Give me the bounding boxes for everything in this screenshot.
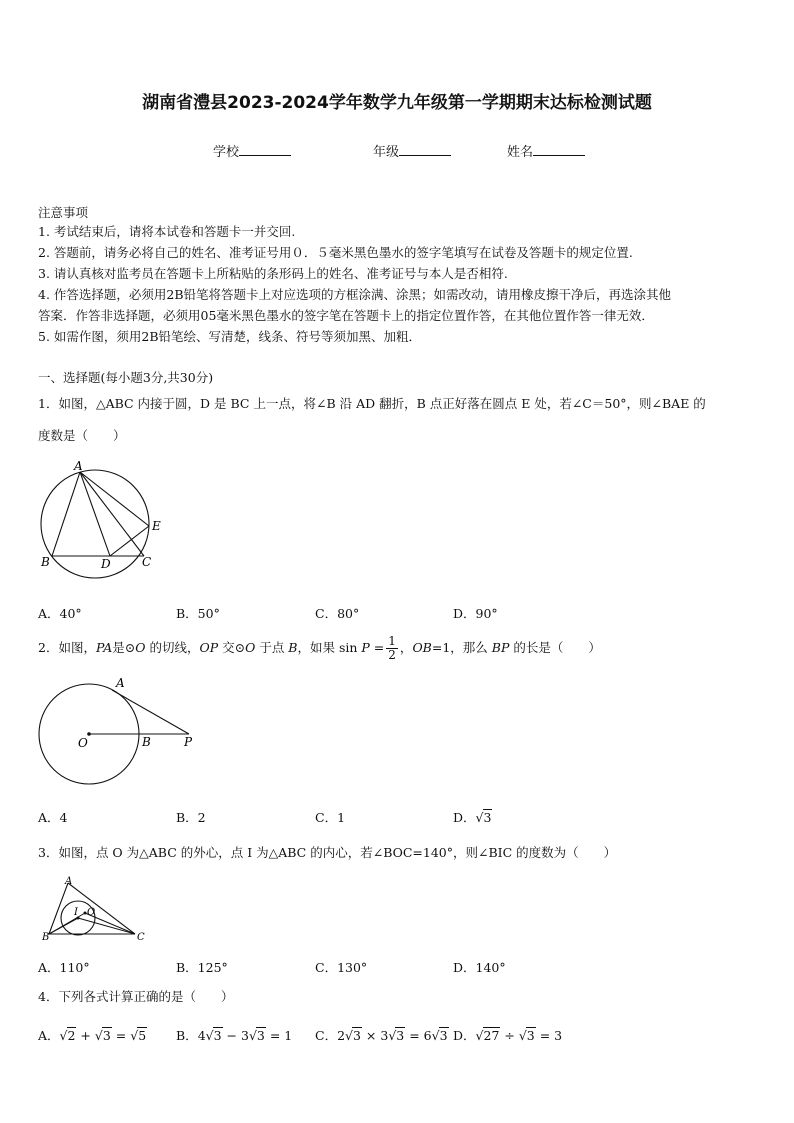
sqrt-symbol: √ bbox=[205, 1028, 214, 1043]
label-O: O bbox=[87, 907, 96, 918]
sqrt-symbol: √ bbox=[475, 1028, 484, 1043]
label-E: E bbox=[152, 519, 161, 533]
radicand: 3 bbox=[256, 1028, 265, 1043]
q4-option-a[interactable] bbox=[38, 1026, 147, 1044]
name-label: 姓名 bbox=[507, 145, 534, 160]
q2-text-part: ， bbox=[399, 640, 413, 655]
question-1-text: 1．如图，△ABC 内接于圆，D 是 BC 上一点，将∠B 沿 AD 翻折，B 点正好落在圆点 E 处，若∠C＝50°，则∠BAE 的 bbox=[38, 396, 706, 411]
grade-field bbox=[373, 141, 451, 160]
sqrt-symbol: √ bbox=[431, 1028, 440, 1043]
sqrt-symbol: √ bbox=[518, 1028, 527, 1043]
radicand: 3 bbox=[353, 1028, 361, 1043]
radicand: 3 bbox=[396, 1028, 405, 1043]
question-3-text: 3．如图，点 O 为△ABC 的外心，点 I 为△ABC 的内心，若∠BOC=140°，则∠BIC 的度数为（ ） bbox=[38, 845, 617, 860]
fraction-denominator: 2 bbox=[388, 648, 396, 662]
operator: × 3 bbox=[361, 1028, 389, 1043]
q2-option-c[interactable]: C．1 bbox=[315, 810, 346, 825]
option-label: C． bbox=[315, 1028, 338, 1043]
question-2-text bbox=[38, 631, 601, 665]
sqrt-symbol: √ bbox=[130, 1028, 139, 1043]
notice-heading: 注意事项 bbox=[38, 205, 89, 220]
sqrt-symbol: √ bbox=[59, 1028, 68, 1043]
operator: = 3 bbox=[535, 1028, 563, 1043]
exam-title: 湖南省澧县2023-2024学年数学九年级第一学期期末达标检测试题 bbox=[142, 93, 652, 113]
option-label: A． bbox=[38, 1028, 60, 1043]
school-label: 学校 bbox=[213, 145, 240, 160]
name-blank bbox=[533, 143, 585, 156]
label-P: P bbox=[184, 735, 193, 749]
q2-var: OB bbox=[412, 640, 432, 655]
q1-option-a[interactable]: A．40° bbox=[38, 606, 82, 621]
q1-option-b[interactable]: B．50° bbox=[176, 606, 220, 621]
q2-text-part: = bbox=[369, 640, 385, 655]
grade-label: 年级 bbox=[373, 145, 400, 160]
sqrt-symbol: √ bbox=[94, 1028, 103, 1043]
q2-var: BP bbox=[491, 640, 510, 655]
q2-var: P bbox=[361, 640, 370, 655]
school-field bbox=[213, 141, 291, 160]
label-C: C bbox=[142, 555, 152, 569]
q2-option-a[interactable]: A．4 bbox=[38, 810, 68, 825]
q3-option-b[interactable]: B．125° bbox=[176, 960, 228, 975]
sqrt-symbol: √ bbox=[388, 1028, 397, 1043]
notice-item: 5. 如需作图，须用2B铅笔绘、写清楚，线条、符号等须加黑、加粗． bbox=[38, 329, 422, 344]
label-B: B bbox=[42, 932, 50, 943]
question-1-text-cont: 度数是（ ） bbox=[38, 428, 126, 443]
notice-item: 1. 考试结束后，请将本试卷和答题卡一并交回. bbox=[38, 224, 296, 239]
q3-option-d[interactable]: D．140° bbox=[453, 960, 506, 975]
operator: = bbox=[111, 1028, 131, 1043]
q3-option-a[interactable]: A．110° bbox=[38, 960, 90, 975]
q4-option-b[interactable] bbox=[176, 1026, 292, 1044]
q2-text-part: 的切线， bbox=[145, 640, 200, 655]
q3-option-c[interactable]: C．130° bbox=[315, 960, 368, 975]
label-B: B bbox=[142, 735, 151, 749]
operator: = 6 bbox=[405, 1028, 432, 1043]
radicand: 3 bbox=[213, 1028, 222, 1043]
option-label: D． bbox=[453, 1028, 476, 1043]
radicand: 3 bbox=[439, 1028, 448, 1043]
q2-var: OP bbox=[199, 640, 219, 655]
operator: ÷ bbox=[500, 1028, 519, 1043]
section-heading: 一、选择题(每小题3分,共30分) bbox=[38, 370, 214, 385]
grade-blank bbox=[399, 143, 451, 156]
question-1-figure bbox=[36, 458, 176, 583]
school-blank bbox=[239, 143, 291, 156]
q4-option-d[interactable] bbox=[453, 1026, 562, 1044]
name-field bbox=[507, 141, 585, 160]
radicand: 3 bbox=[526, 1028, 535, 1043]
radicand: 2 bbox=[67, 1028, 76, 1043]
option-label: B． bbox=[176, 1028, 198, 1043]
operator: − 3 bbox=[222, 1028, 249, 1043]
label-I: I bbox=[74, 907, 78, 918]
q2-text-part: 交⊙ bbox=[218, 640, 246, 655]
q2-var: O bbox=[245, 640, 256, 655]
notice-item: 4. 作答选择题，必须用2B铅笔将答题卡上对应选项的方框涂满、涂黑；如需改动，请用橡皮擦干净后，再选涂其他 bbox=[38, 287, 672, 302]
radicand: 3 bbox=[483, 810, 492, 825]
q2-text-part: 的长是（ ） bbox=[509, 640, 601, 655]
q2-text-part: ，如果 sin bbox=[297, 640, 362, 655]
q4-option-c[interactable] bbox=[315, 1026, 449, 1044]
question-2-figure bbox=[36, 675, 206, 787]
q1-option-d[interactable]: D．90° bbox=[453, 606, 498, 621]
operator: + bbox=[76, 1028, 95, 1043]
q2-text-part: =1，那么 bbox=[431, 640, 492, 655]
question-4-text: 4．下列各式计算正确的是（ ） bbox=[38, 989, 234, 1004]
label-D: D bbox=[101, 557, 111, 571]
q1-option-c[interactable]: C．80° bbox=[315, 606, 360, 621]
q2-var: O bbox=[135, 640, 146, 655]
sqrt-symbol: √ bbox=[345, 1028, 353, 1043]
question-3-figure bbox=[40, 872, 155, 944]
q2-text-part: 是⊙ bbox=[112, 640, 136, 655]
notice-item: 2. 答题前，请务必将自己的姓名、准考证号用０．５毫米黑色墨水的签字笔填写在试卷及答题卡的规定位置. bbox=[38, 245, 633, 260]
label-A: A bbox=[74, 459, 83, 473]
label-A: A bbox=[116, 676, 125, 690]
q2-option-d[interactable] bbox=[453, 808, 492, 826]
label-B: B bbox=[41, 555, 50, 569]
label-C: C bbox=[137, 932, 145, 943]
label-A: A bbox=[65, 876, 73, 887]
notice-item: 3. 请认真核对监考员在答题卡上所粘贴的条形码上的姓名、准考证号与本人是否相符. bbox=[38, 266, 508, 281]
coefficient: 2 bbox=[337, 1028, 346, 1043]
q2-var: PA bbox=[95, 640, 113, 655]
sqrt-symbol: √ bbox=[475, 810, 484, 825]
notice-item: 答案．作答非选择题，必须用05毫米黑色墨水的签字笔在答题卡上的指定位置作答，在其他位置作答一律无效． bbox=[38, 308, 654, 323]
q2-text-part: 于点 bbox=[255, 640, 289, 655]
sqrt-symbol: √ bbox=[248, 1028, 257, 1043]
operator: = 1 bbox=[265, 1028, 293, 1043]
q2-option-b[interactable]: B．2 bbox=[176, 810, 206, 825]
q2-fraction bbox=[386, 635, 398, 662]
option-label: D． bbox=[453, 810, 476, 825]
radicand: 3 bbox=[102, 1028, 111, 1043]
coefficient: 4 bbox=[197, 1028, 206, 1043]
fraction-numerator: 1 bbox=[388, 634, 396, 648]
radicand: 27 bbox=[483, 1028, 500, 1043]
label-O: O bbox=[78, 736, 88, 750]
radicand: 5 bbox=[138, 1028, 147, 1043]
q2-text-part: 2．如图， bbox=[38, 640, 96, 655]
q2-var: B bbox=[288, 640, 298, 655]
